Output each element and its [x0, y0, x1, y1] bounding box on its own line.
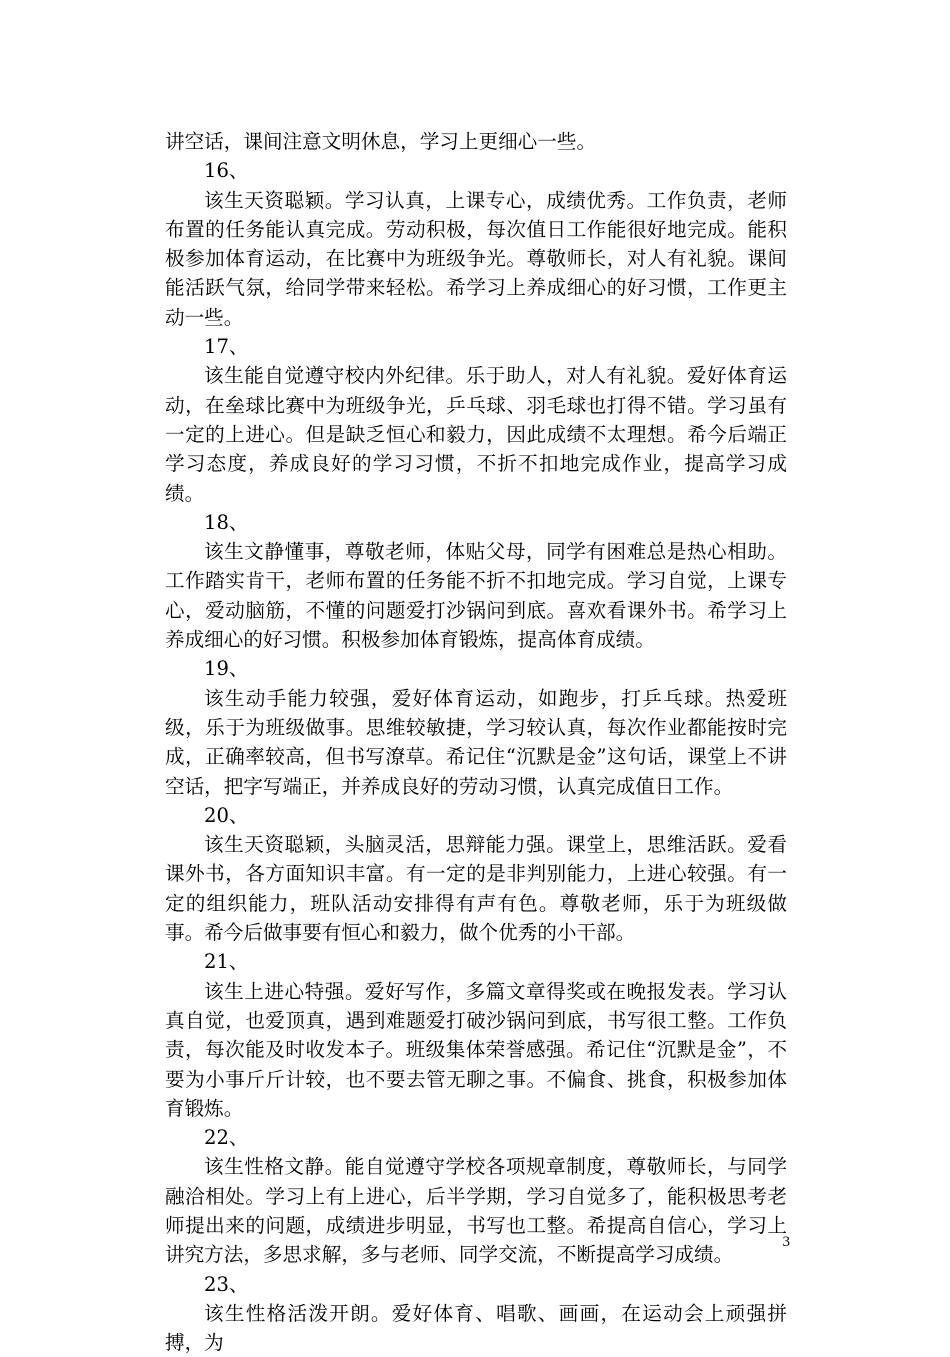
comment-22: 该生性格文静。能自觉遵守学校各项规章制度，尊敬师长，与同学融洽相处。学习上有上进心，后半学期，学习自觉多了，能积极思考老师提出来的问题，成绩进步明显，书写也工整。希提高自信心，学习上讲究方法，多思求解，多与老师、同学交流，不断提高学习成绩。: [165, 1155, 787, 1267]
comment-23: 该生性格活泼开朗。爱好体育、唱歌、画画，在运动会上顽强拼搏，为: [165, 1301, 787, 1355]
entry-number-23: 23、: [204, 1272, 249, 1296]
comment-17: 该生能自觉遵守校内外纪律。乐于助人，对人有礼貌。爱好体育运动，在垒球比赛中为班级争光，乒乓球、羽毛球也打得不错。学习虽有一定的上进心。但是缺乏恒心和毅力，因此成绩不太理想。希今后端正学习态度，养成良好的学习习惯，不折不扣地完成作业，提高学习成绩。: [165, 364, 787, 505]
entry-number-22: 22、: [204, 1126, 249, 1150]
comment-20: 该生天资聪颖，头脑灵活，思辩能力强。课堂上，思维活跃。爱看课外书，各方面知识丰富。有一定的是非判别能力，上进心较强。有一定的组织能力，班队活动安排得有声有色。尊敬老师，乐于为班级做事。希今后做事要有恒心和毅力，做个优秀的小干部。: [165, 833, 787, 945]
entry-number-20: 20、: [204, 803, 249, 827]
entry-number-17: 17、: [204, 335, 249, 359]
page-number: 3: [782, 1234, 790, 1250]
comment-16: 该生天资聪颖。学习认真，上课专心，成绩优秀。工作负责，老师布置的任务能认真完成。劳动积极，每次值日工作能很好地完成。能积极参加体育运动，在比赛中为班级争光。尊敬师长，对人有礼貌。课间能活跃气氛，给同学带来轻松。希学习上养成细心的好习惯，工作更主动一些。: [165, 188, 787, 329]
entry-number-16: 16、: [204, 159, 249, 183]
comment-21: 该生上进心特强。爱好写作，多篇文章得奖或在晚报发表。学习认真自觉，也爱顶真，遇到难题爱打破沙锅问到底，书写很工整。工作负责，每次能及时收发本子。班级集体荣誉感强。希记住“沉默是金”，不要为小事斤斤计较，也不要去管无聊之事。不偏食、挑食，积极参加体育锻炼。: [165, 979, 787, 1120]
entry-number-21: 21、: [204, 950, 249, 974]
entry-number-18: 18、: [204, 510, 249, 534]
comment-18: 该生文静懂事，尊敬老师，体贴父母，同学有困难总是热心相助。工作踏实肯干，老师布置的任务能不折不扣地完成。学习自觉，上课专心，爱动脑筋，不懂的问题爱打沙锅问到底。喜欢看课外书。希学习上养成细心的好习惯。积极参加体育锻炼，提高体育成绩。: [165, 540, 787, 652]
comment-19: 该生动手能力较强，爱好体育运动，如跑步，打乒乓球。热爱班级，乐于为班级做事。思维较敏捷，学习较认真，每次作业都能按时完成，正确率较高，但书写潦草。希记住“沉默是金”这句话，课堂上不讲空话，把字写端正，并养成良好的劳动习惯，认真完成值日工作。: [165, 686, 787, 798]
entry-number-19: 19、: [204, 657, 249, 681]
document-body: [165, 127, 787, 1357]
paragraph-continuation: 讲空话，课间注意文明休息，学习上更细心一些。: [165, 130, 597, 153]
